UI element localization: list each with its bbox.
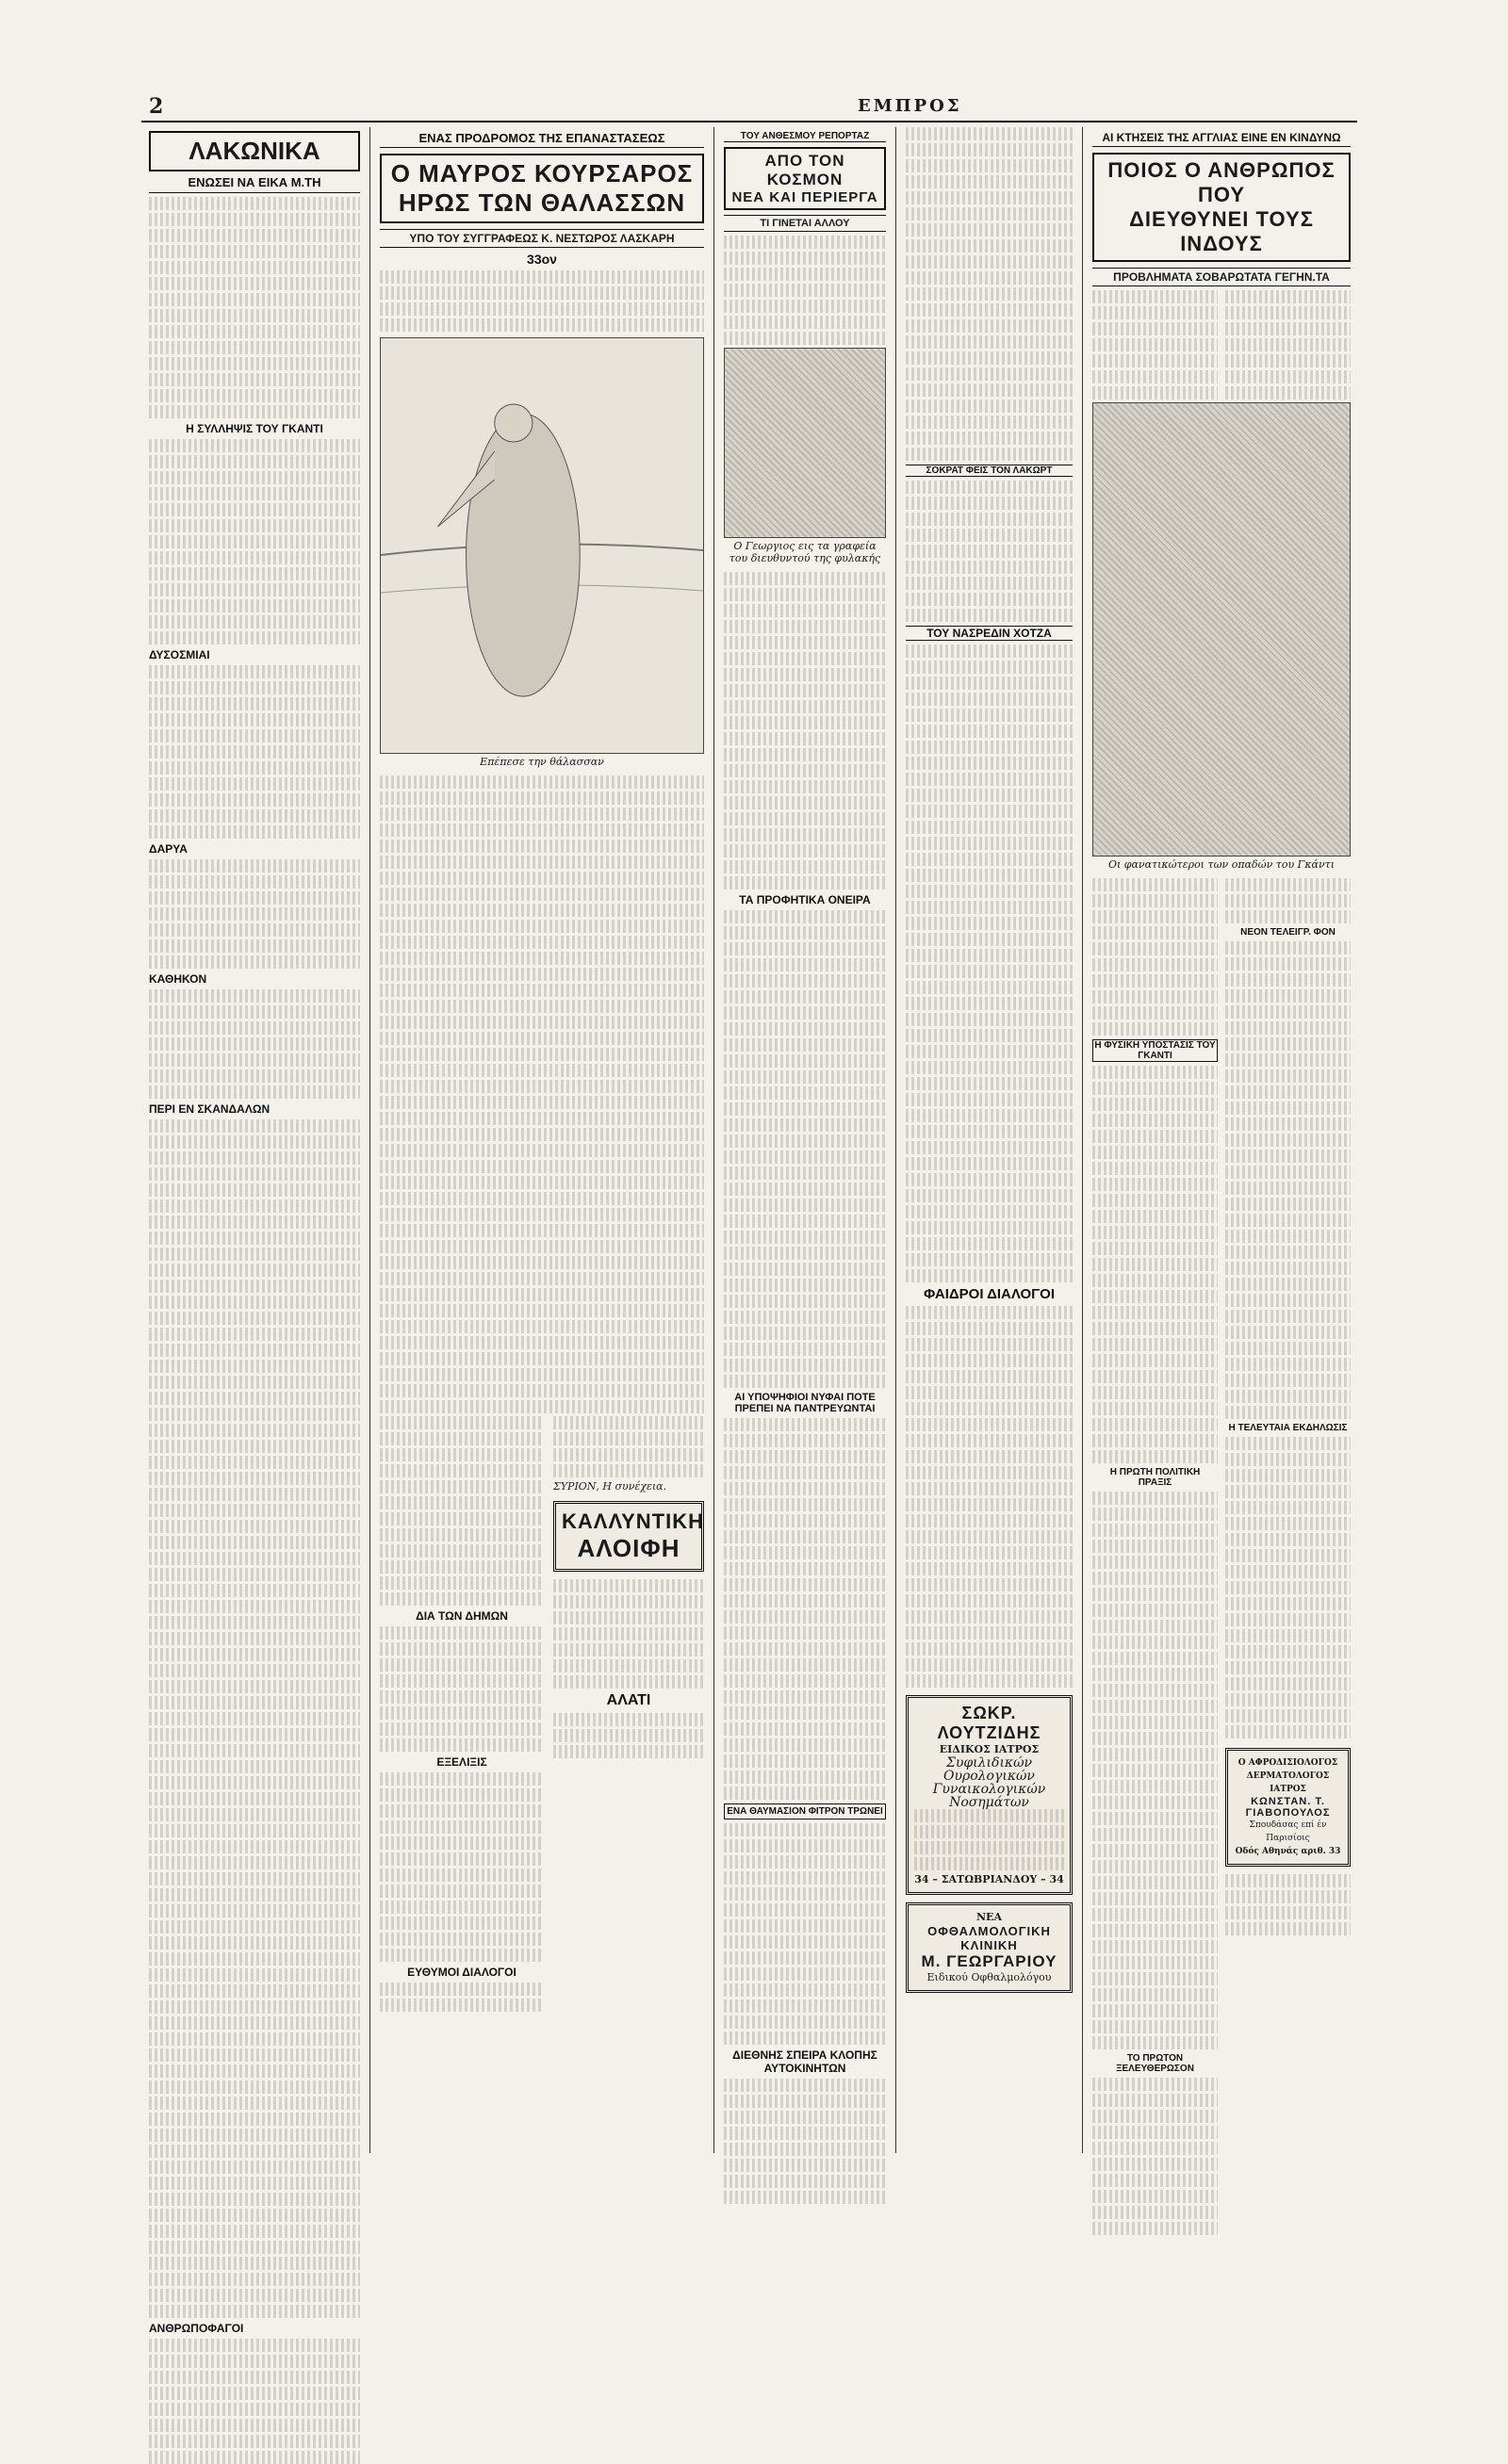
section-heading: ΤΟΥ ΝΑΣΡΕΔΙΝ ΧΟΤΖΑ xyxy=(906,626,1073,641)
ad-giavopoulos xyxy=(1225,1748,1351,1867)
illustration-woman-by-sea xyxy=(380,337,704,754)
article-title-line2: ΝΕΑ ΚΑΙ ΠΕΡΙΕΡΓΑ xyxy=(731,189,878,205)
article-kicker: ΤΟΥ ΑΝΘΕΣΜΟΥ ΡΕΠΟΡΤΑΖ xyxy=(724,131,886,142)
photo-prison-office xyxy=(724,348,886,538)
ad-doctor-role: ΕΙΔΙΚΟΣ ΙΑΤΡΟΣ xyxy=(939,1743,1040,1755)
article-title-line1: ΑΠΟ ΤΟΝ ΚΟΣΜΟΝ xyxy=(764,152,845,188)
article-sub: ΠΡΟΒΛΗΜΑΤΑ ΣΟΒΑΡΩΤΑΤΑ ΓΕΓΗΝ.ΤΑ xyxy=(1092,268,1351,286)
article-title-line1: ΠΟΙΟΣ Ο ΑΝΘΡΩΠΟΣ ΠΟΥ xyxy=(1107,158,1336,206)
ad-doctor-name: ΚΩΝΣΤΑΝ. Τ. ΓΙΑΒΟΠΟΥΛΟΣ xyxy=(1245,1796,1331,1819)
column-mavros-koursaros xyxy=(372,127,712,2153)
photo-caption: Ο Γεωργιος εις τα γραφεία του διευθυντού της φυλακής xyxy=(729,540,881,564)
ad-clinic-title: ΟΦΘΑΛΜΟΛΟΓΙΚΗ ΚΛΙΝΙΚΗ xyxy=(927,1924,1051,1952)
article-title-line2: ΗΡΩΣ ΤΩΝ ΘΑΛΑΣΣΩΝ xyxy=(398,188,686,217)
chapter-number: 33ον xyxy=(527,252,557,267)
ad-specialty: Ουρολογικών xyxy=(943,1769,1035,1784)
column-rule xyxy=(1082,127,1083,2153)
ad-top: Ο ΑΦΡΟΔΙΣΙΟΛΟΓΟΣ ΔΕΡΜΑΤΟΛΟΓΟΣ ΙΑΤΡΟΣ xyxy=(1238,1758,1338,1794)
article-byline: ΥΠΟ ΤΟΥ ΣΥΓΓΡΑΦΕΩΣ Κ. ΝΕΣΤΩΡΟΣ ΛΑΣΚΑΡΗ xyxy=(380,229,704,248)
illustration-drawing xyxy=(381,338,703,753)
photo-caption: Οι φανατικώτεροι των οπαδών του Γκάντι xyxy=(1107,858,1336,871)
section-heading: ΕΞΕΛΙΞΙΣ xyxy=(436,1755,487,1769)
article-kicker: ΑΙ ΚΤΗΣΕΙΣ ΤΗΣ ΑΓΓΛΙΑΣ ΕΙΝΕ ΕΝ ΚΙΝΔΥΝΩ xyxy=(1092,131,1351,147)
section-heading: ΕΥΘΥΜΟΙ ΔΙΑΛΟΓΟΙ xyxy=(407,1966,516,1979)
ad-line: Σπουδάσας επί έν Παρισίοις xyxy=(1249,1820,1327,1843)
section-heading: Η ΤΕΛΕΥΤΑΙΑ ΕΚΔΗΛΩΣΙΣ xyxy=(1228,1423,1348,1433)
ad-loutzidis xyxy=(906,1695,1073,1895)
section-heading: ΚΑΘΗΚΟΝ xyxy=(149,972,207,986)
section-heading: ΔΙΕΘΝΗΣ ΣΠΕΙΡΑ ΚΛΟΠΗΣ ΑΥΤΟΚΙΝΗΤΩΝ xyxy=(732,2048,877,2075)
article-title-line2: ΔΙΕΥΘΥΝΕΙ ΤΟΥΣ ΙΝΔΟΥΣ xyxy=(1129,207,1314,255)
paper-name: ΕΜΠΡΟΣ xyxy=(858,96,962,116)
page-number: 2 xyxy=(149,94,164,119)
column-gandhi xyxy=(1085,127,1358,2153)
ad-doctor-name: Μ. ΓΕΩΡΓΑΡΙΟΥ xyxy=(921,1952,1057,1970)
column-rule xyxy=(369,127,370,2153)
ad-kallyntiki-aloifi xyxy=(553,1501,704,1572)
ad-title-line1: ΚΑΛΛΥΝΤΙΚΗ xyxy=(562,1509,705,1533)
lakonika-title: ΛΑΚΩΝΙΚΑ xyxy=(149,131,360,171)
ad-doctor-role: Ειδικού Οφθαλμολόγου xyxy=(926,1971,1052,1983)
masthead xyxy=(141,94,1357,122)
section-heading: ΠΕΡΙ ΕΝ ΣΚΑΝΔΑΛΩΝ xyxy=(149,1102,270,1116)
section-heading: Η ΦΥΣΙΚΗ ΥΠΟΣΤΑΣΙΣ ΤΟΥ ΓΚΑΝΤΙ xyxy=(1092,1039,1218,1062)
column-rule xyxy=(895,127,896,2153)
article-sub: ΤΙ ΓΙΝΕΤΑΙ ΑΛΛΟΥ xyxy=(724,215,886,232)
section-heading: ΑΙ ΥΠΟΨΗΦΙΟΙ ΝΥΦΑΙ ΠΟΤΕ ΠΡΕΠΕΙ ΝΑ ΠΑΝΤΡΕΥΩΝΤΑΙ xyxy=(734,1392,876,1414)
continued-note: ΣΥΡΙΟΝ, Η συνέχεια. xyxy=(553,1480,667,1493)
lakonika-subtitle: ΕΝΩΣΕΙ ΝΑ ΕΙΚΑ Μ.ΤΗ xyxy=(149,175,360,193)
section-heading: ΔΥΣΟΣΜΙΑΙ xyxy=(149,648,210,661)
section-heading: ΤΑ ΠΡΟΦΗΤΙΚΑ ΟΝΕΙΡΑ xyxy=(739,893,871,906)
article-kicker: ΕΝΑΣ ΠΡΟΔΡΟΜΟΣ ΤΗΣ ΕΠΑΝΑΣΤΑΣΕΩΣ xyxy=(380,131,704,148)
section-heading: ΔΙΑ ΤΩΝ ΔΗΜΩΝ xyxy=(416,1609,508,1623)
section-heading: Η ΠΡΩΤΗ ΠΟΛΙΤΙΚΗ ΠΡΑΞΙΣ xyxy=(1109,1467,1201,1488)
illustration-caption: Επέπεσε την θάλασσαν xyxy=(480,756,604,768)
section-heading: ΔΑΡΥΑ xyxy=(149,842,188,856)
ad-ophthalmology-clinic xyxy=(906,1902,1073,1993)
section-heading: ΤΟ ΠΡΩΤΟΝ ΞΕΛΕΥΘΕΡΩΣΟΝ xyxy=(1116,2053,1194,2074)
column-apo-ton-kosmon xyxy=(716,127,893,2153)
ad-alati: ΑΛΑΤΙ xyxy=(606,1692,651,1708)
ad-address: Οδός Αθηνάς αριθ. 33 xyxy=(1235,1847,1341,1856)
ad-specialty: Γυναικολογικών xyxy=(932,1782,1046,1797)
article-title-line1: Ο ΜΑΥΡΟΣ ΚΟΥΡΣΑΡΟΣ xyxy=(390,159,694,188)
section-heading: ΝΕΟΝ ΤΕΛΕΙΓΡ. ΦΟΝ xyxy=(1240,927,1336,938)
ad-title-line2: ΑΛΟΙΦΗ xyxy=(577,1534,680,1562)
section-heading: ΑΝΘΡΩΠΟΦΑΓΟΙ xyxy=(149,2322,244,2335)
ad-address: 34 – ΣΑΤΩΒΡΙΑΝΔΟΥ – 34 xyxy=(914,1873,1064,1885)
section-heading: Η ΣΥΛΛΗΨΙΣ ΤΟΥ ΓΚΑΝΤΙ xyxy=(186,422,323,435)
section-heading: ΣΟΚΡΑΤ ΦΕΙΣ ΤΟΝ ΛΑΚΩΡΤ xyxy=(906,465,1073,477)
column-miscellany xyxy=(898,127,1080,2153)
photo-gandhi-followers xyxy=(1092,402,1351,857)
ad-doctor-name: ΣΩΚΡ. ΛΟΥΤΖΙΔΗΣ xyxy=(937,1704,1041,1742)
section-heading: ΕΝΑ ΘΑΥΜΑΣΙΟΝ ΦΙΤΡΟΝ ΤΡΩΝΕΙ xyxy=(724,1803,886,1819)
section-heading: ΦΑΙΔΡΟΙ ΔΙΑΛΟΓΟΙ xyxy=(923,1286,1056,1302)
column-lakonika xyxy=(141,127,368,2335)
ad-top: ΝΕΑ xyxy=(976,1911,1002,1923)
ad-specialty: Νοσημάτων xyxy=(949,1795,1029,1810)
column-rule xyxy=(713,127,714,2153)
ad-specialty: Συφιλιδικών xyxy=(945,1755,1033,1770)
